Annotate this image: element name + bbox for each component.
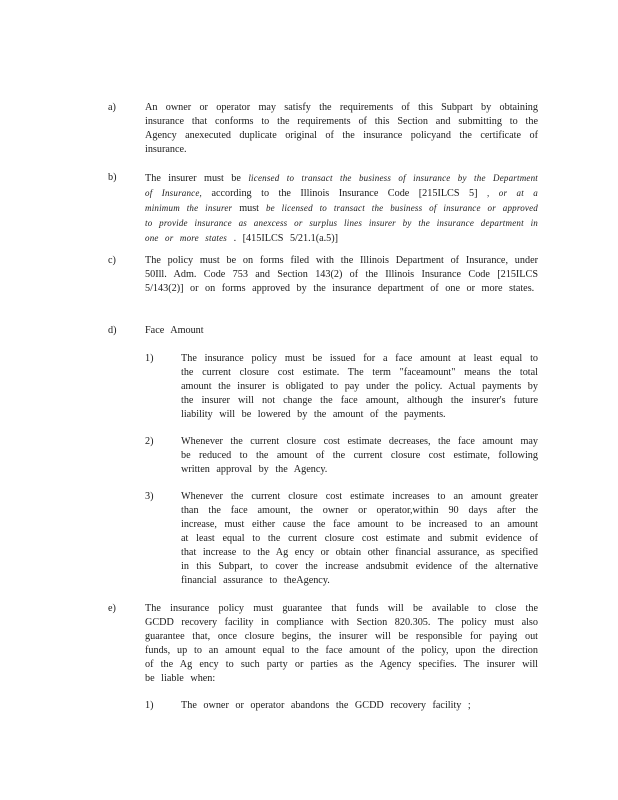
paragraph-b-part6: be licensed to transact the business of insurance or approved to provide insurance as anexcess or surplus lines insurer by the insurance department in one or more states [145, 203, 539, 243]
subparagraph-d2-text: Whenever the current closure cost estimate decreases, the face amount may be reduced to the amount of the current closure cost estimate, following written approval by the Agency. [181, 436, 538, 475]
paragraph-b-part3: according to the Illinois Insurance Code [215ILCS 5] [211, 188, 478, 199]
paragraph-b-text [145, 171, 538, 246]
subparagraph-d2-label: 2) [145, 436, 154, 447]
paragraph-a-label: a) [108, 102, 116, 113]
paragraph-b-part1: The insurer must be [145, 173, 241, 184]
paragraph-d-label: d) [108, 325, 117, 336]
paragraph-b-part7: . [415ILCS 5/21.1(a.5)] [233, 233, 339, 244]
subparagraph-d3-text: Whenever the current closure cost estimate increases to an amount greater than the face amount, the owner or operator,within 90 days after the increase, must either cause the face amount to be increased to an amount at least equal to the current closure cost estimate and submit evidence of that increase to the Ag ency or obtain other financial assurance, as specified in this Subpart, to cover the increase andsubmit evidence of the alternative financial assurance to theAgency. [181, 491, 538, 586]
paragraph-b-label: b) [108, 172, 117, 183]
paragraph-b-part4: , or at a minimum the insurer [145, 188, 538, 213]
face-amount-heading: Face Amount [145, 325, 204, 336]
paragraph-a-text: An owner or operator may satisfy the requirements of this Subpart by obtaining insurance that conforms to the requirements of this Section and submitting to the Agency anexecuted duplicate original of the insurance policyand the certificate of insurance. [145, 102, 538, 155]
paragraph-e-text: The insurance policy must guarantee that funds will be available to close the GCDD recovery facility in compliance with Section 820.305. The policy must also guarantee that, once closure begins, the insurer will be responsible for paying out funds, up to an amount equal to the face amount of the policy, upon the direction of the Ag ency to such party or parties as the Agency specifies. The insurer will be liable when: [145, 603, 538, 684]
paragraph-b-part2: licensed to transact the business of insurance by the Department of Insurance, [145, 173, 538, 198]
subparagraph-d1-label: 1) [145, 353, 154, 364]
subparagraph-e1-label: 1) [145, 700, 154, 711]
subparagraph-d3-label: 3) [145, 491, 154, 502]
paragraph-e-label: e) [108, 603, 116, 614]
subparagraph-e1-text: The owner or operator abandons the GCDD recovery facility ; [181, 700, 471, 711]
paragraph-c-text: The policy must be on forms filed with the Illinois Department of Insurance, under 50Ill. Adm. Code 753 and Section 143(2) of the Illinois Insurance Code [215ILCS 5/143(2)] or on forms approved by the insurance department of one or more states. [145, 255, 538, 294]
paragraph-b-part5: must [239, 203, 260, 214]
subparagraph-d1-text: The insurance policy must be issued for a face amount at least equal to the current closure cost estimate. The term "faceamount" means the total amount the insurer is obligated to pay under the policy. Actual payments by the insurer will not change the face amount, although the insurer's future liability will be lowered by the amount of the payments. [181, 353, 538, 420]
paragraph-c-label: c) [108, 255, 116, 266]
